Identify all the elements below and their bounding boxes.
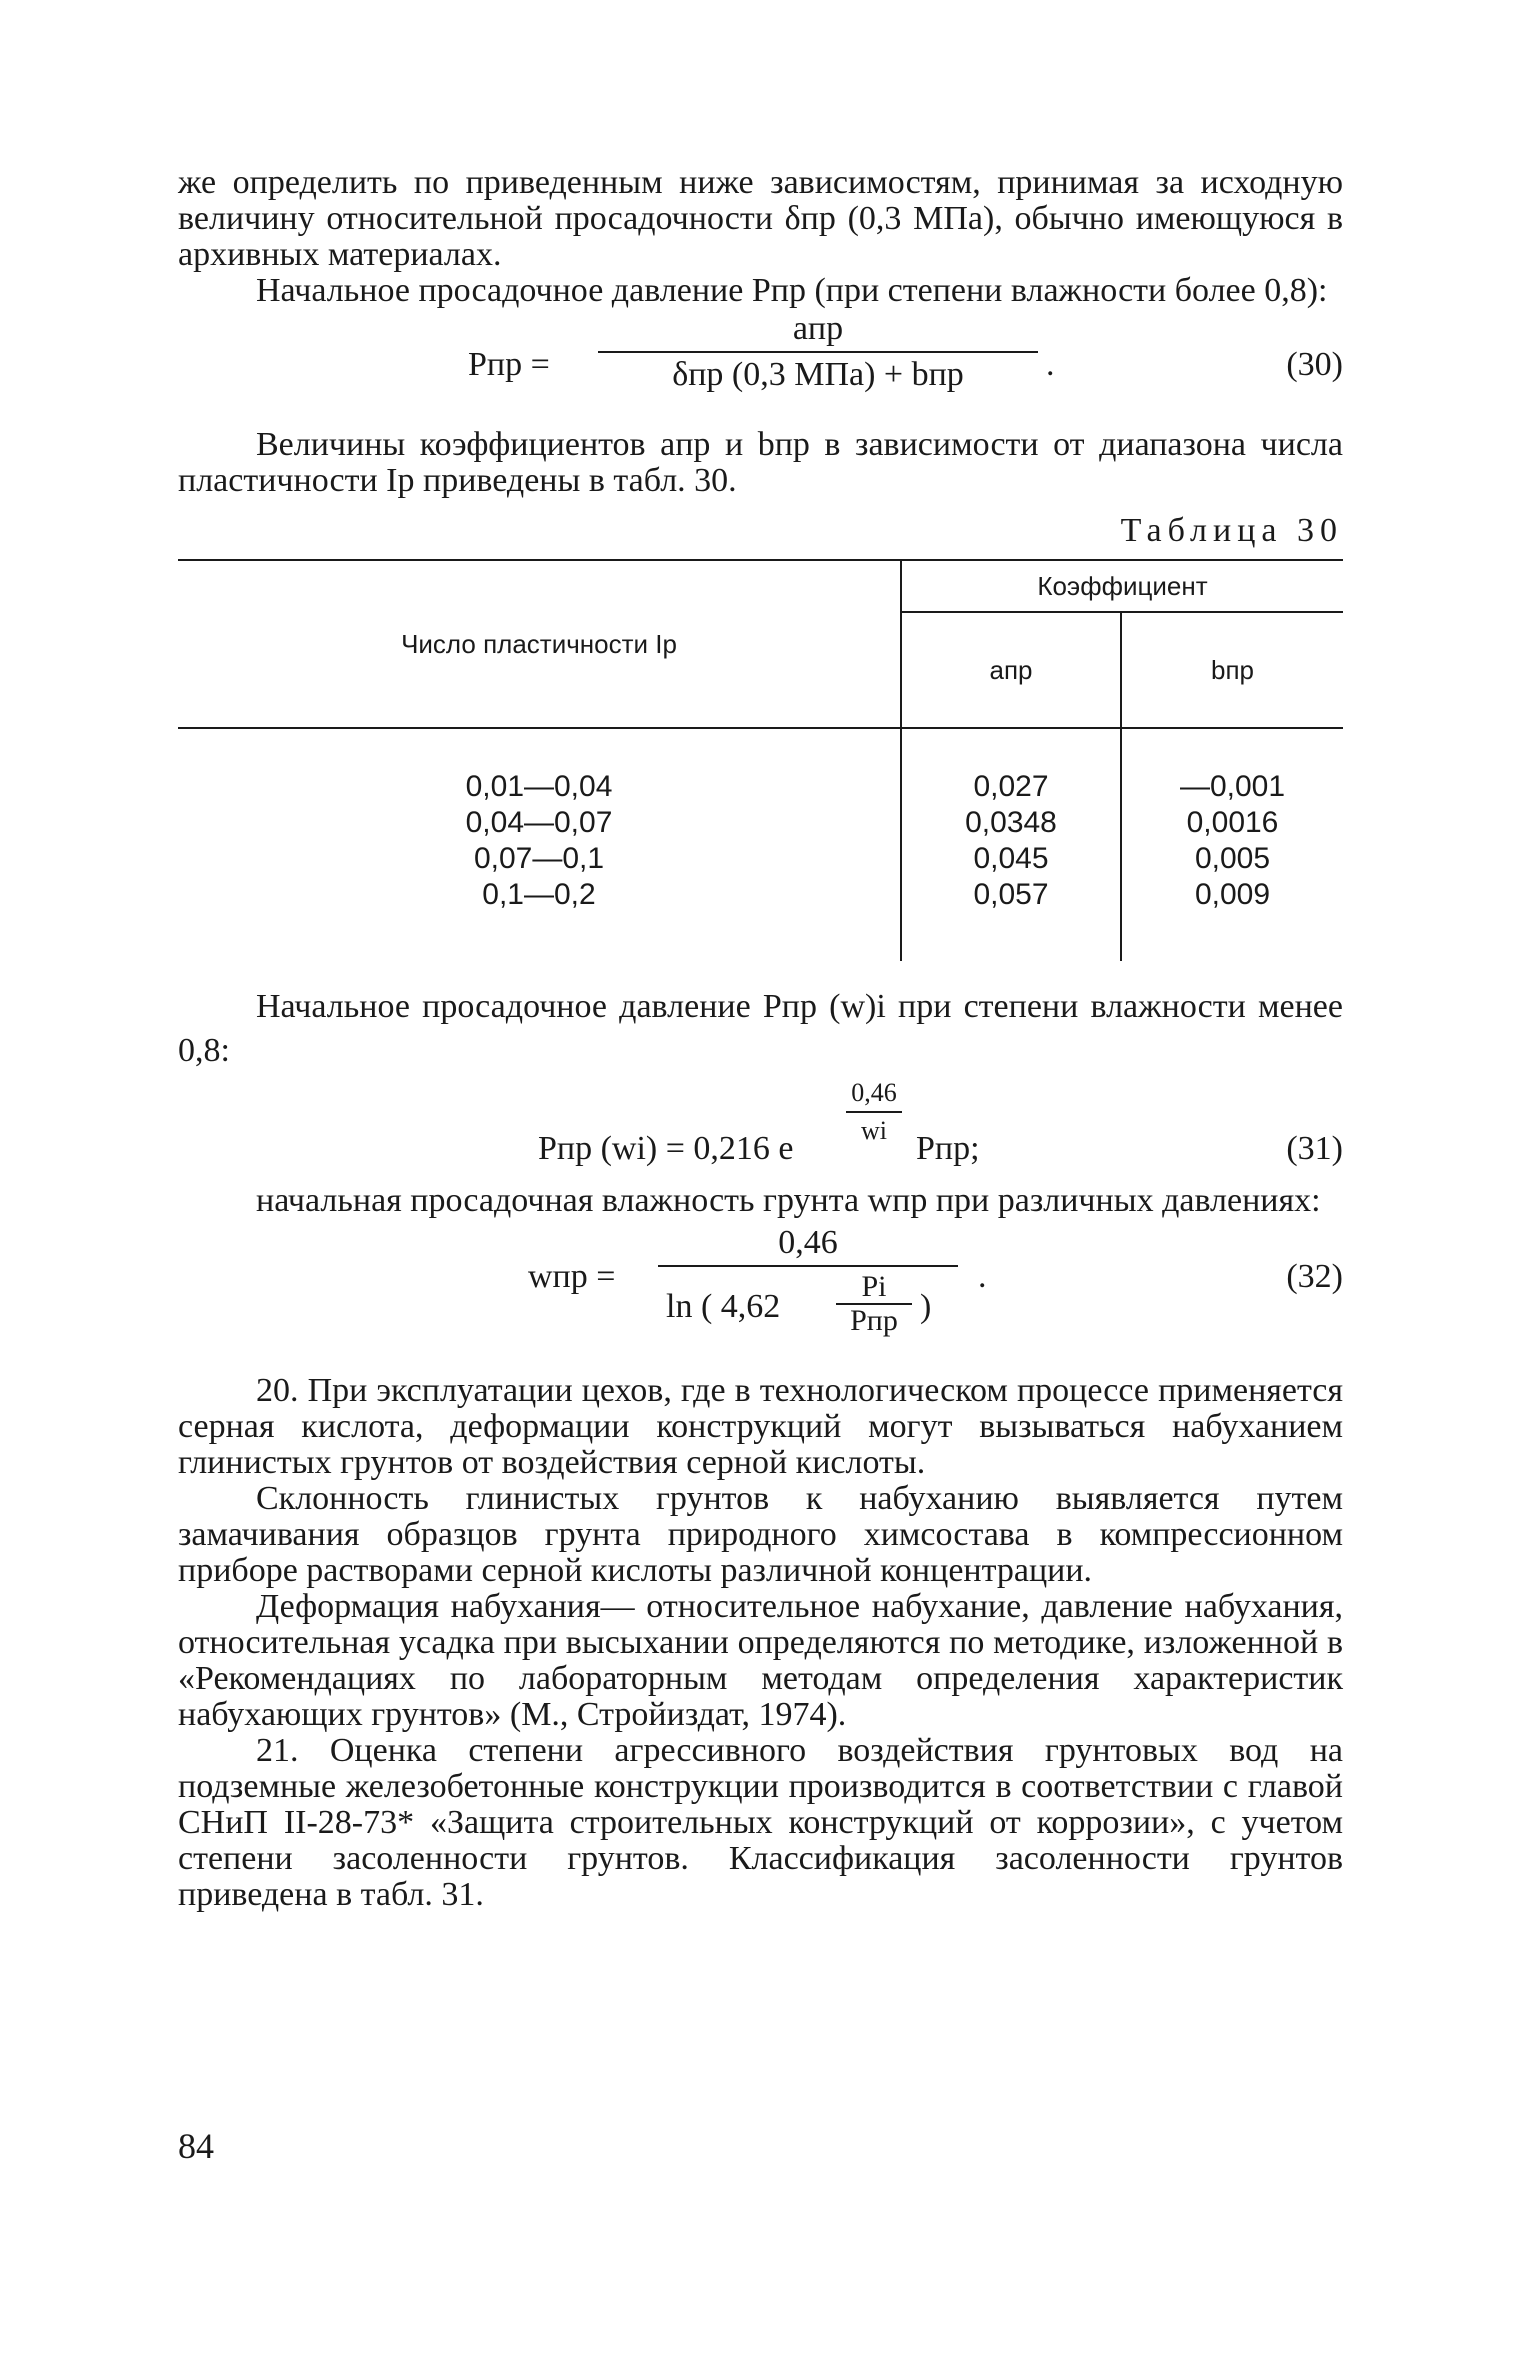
paragraph-21: 21. Оценка степени агрессивного воздействия грунтовых вод на подземные железобетонные конструкции производится в соответствии с главой СНиП II-28-73* «Защита строительных конструкций от коррозии», с учетом степени засоленности грунтов. Классификация засоленности грунтов приведена в табл. 31. (178, 1732, 1343, 1913)
table-30-row-1-range: 0,01—0,04 (465, 770, 613, 803)
intro-paragraph-1: же определить по приведенным ниже зависимостям, принимая за исходную величину относительной просадочности δпр (0,3 МПа), обычно имеющуюся в архивных материалах. (178, 164, 1343, 273)
intro-paragraph-2: Начальное просадочное давление Pпр (при степени влажности более 0,8): (256, 272, 1328, 309)
formula-31-exponent (846, 1079, 902, 1145)
formula-31-lhs: Pпр (wi) = 0,216 e (538, 1130, 794, 1167)
formula-32-number: (32) (1286, 1258, 1343, 1295)
formula-30-numerator: aпр (792, 310, 844, 347)
formula-32-den-suffix: ) (920, 1288, 932, 1325)
table-30-row-1-b: —0,001 (1179, 770, 1286, 803)
paragraph-20: 20. При эксплуатации цехов, где в технологическом процессе применяется серная кислота, деформации конструкций могут вызываться набуханием глинистых грунтов от воздействия серной кислоты. (178, 1372, 1343, 1481)
formula-31-exponent-denominator: wi (846, 1111, 902, 1145)
formula-32-den-prefix: ln ( 4,62 (666, 1288, 781, 1325)
formula-32-numerator: 0,46 (778, 1224, 838, 1261)
table-30-row-3-a: 0,045 (973, 842, 1049, 875)
page-content (178, 165, 1343, 1913)
formula-30-number: (30) (1286, 346, 1343, 383)
table-30-header-plasticity: Число пластичности Iр (401, 629, 677, 659)
table-30-row-4-b: 0,009 (1194, 878, 1271, 911)
formula-32-denominator (658, 1265, 958, 1351)
formula-32-fraction (658, 1225, 958, 1351)
table-30-header-b: bпр (1211, 655, 1254, 685)
formula-32-end: . (978, 1258, 987, 1295)
paragraph-moisture-pressure: начальная просадочная влажность грунта wпр при различных давлениях: (256, 1182, 1321, 1219)
formula-30-fraction (598, 311, 1038, 393)
formula-32 (178, 1219, 1343, 1367)
paragraph-low-moisture: Начальное просадочное давление Pпр (w)i при степени влажности менее 0,8: (178, 988, 1343, 1069)
formula-31-exponent-numerator: 0,46 (851, 1078, 897, 1107)
table-30-row-3-range: 0,07—0,1 (473, 842, 605, 875)
table-30-row-2-range: 0,04—0,07 (465, 806, 613, 839)
formula-30-lhs: Pпр = (468, 346, 550, 383)
formula-32-inner-fraction (836, 1271, 912, 1337)
table-30-row-2-b: 0,0016 (1186, 806, 1279, 839)
formula-32-inner-denominator: Pпр (836, 1303, 912, 1337)
table-30-row-3-b: 0,005 (1194, 842, 1271, 875)
table-30 (178, 559, 1343, 961)
formula-31-rhs: Pпр; (916, 1130, 980, 1167)
table-30-row-1-a: 0,027 (973, 770, 1049, 803)
table-30-header-coefficient: Коэффициент (1037, 571, 1208, 601)
formula-32-lhs: wпр = (528, 1258, 616, 1295)
formula-31-number: (31) (1286, 1130, 1343, 1167)
table-30-header-a: aпр (989, 655, 1033, 685)
paragraph-swelling: Склонность глинистых грунтов к набуханию выявляется путем замачивания образцов грунта природного химсостава в компрессионном приборе растворами серной кислоты различной концентрации. (178, 1480, 1343, 1589)
formula-30-denominator: δпр (0,3 МПа) + bпр (598, 351, 1038, 393)
page-number: 84 (178, 2126, 214, 2166)
paragraph-deformation: Деформация набухания— относительное набухание, давление набухания, относительная усадка при высыхании определяются по методике, изложенной в «Рекомендациях по лабораторным методам определения характеристик набухающих грунтов» (М., Стройиздат, 1974). (178, 1588, 1343, 1733)
table-30-row-4-a: 0,057 (973, 878, 1049, 911)
table-30-row-4-range: 0,1—0,2 (482, 878, 596, 911)
formula-32-inner-numerator: Pi (861, 1270, 887, 1303)
table-30-row-2-a: 0,0348 (965, 806, 1057, 839)
formula-30-end: . (1046, 346, 1055, 383)
paragraph-coefficients: Величины коэффициентов aпр и bпр в зависимости от диапазона числа пластичности Iр приведены в табл. 30. (178, 426, 1343, 499)
formula-31 (178, 1073, 1343, 1183)
formula-30 (178, 309, 1343, 427)
table-30-caption: Таблица 30 (1120, 512, 1343, 549)
